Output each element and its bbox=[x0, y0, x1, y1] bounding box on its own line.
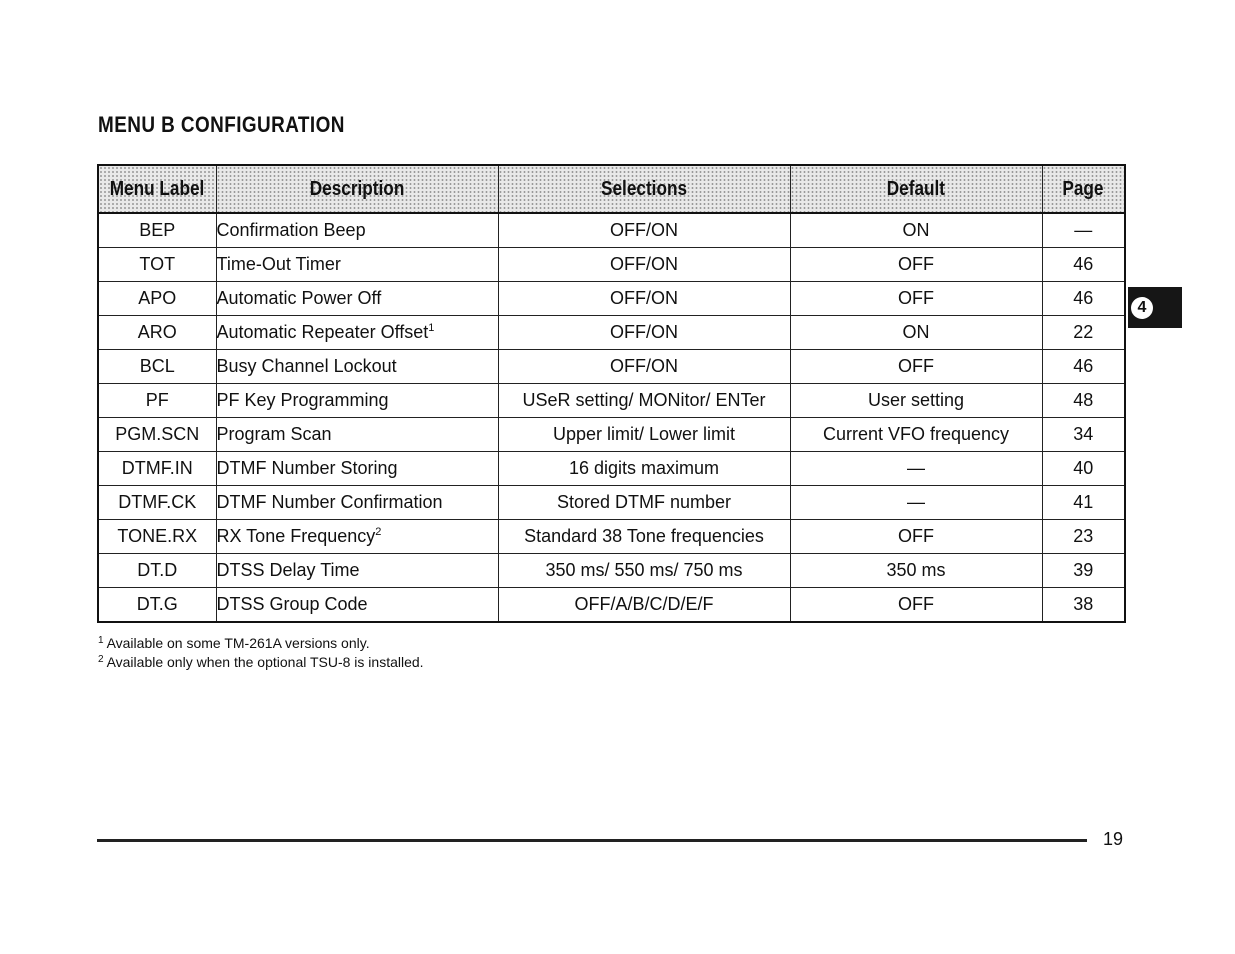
cell-default: — bbox=[790, 486, 1042, 520]
cell-menu-label: DTMF.IN bbox=[98, 452, 216, 486]
cell-description: Automatic Power Off bbox=[216, 282, 498, 316]
cell-selections: USeR setting/ MONitor/ ENTer bbox=[498, 384, 790, 418]
cell-description: Busy Channel Lockout bbox=[216, 350, 498, 384]
cell-selections: OFF/ON bbox=[498, 248, 790, 282]
cell-default: OFF bbox=[790, 588, 1042, 623]
cell-description: RX Tone Frequency$^2$ bbox=[216, 520, 498, 554]
cell-description: DTMF Number Storing bbox=[216, 452, 498, 486]
table-row bbox=[98, 588, 1125, 623]
chapter-tab bbox=[1128, 287, 1182, 328]
cell-description: Confirmation Beep bbox=[216, 213, 498, 248]
header-default: Default bbox=[790, 165, 1042, 213]
footnotes bbox=[98, 634, 424, 672]
cell-page: 38 bbox=[1042, 588, 1125, 623]
table-row bbox=[98, 418, 1125, 452]
cell-selections: Standard 38 Tone frequencies bbox=[498, 520, 790, 554]
table-row bbox=[98, 213, 1125, 248]
table-row bbox=[98, 554, 1125, 588]
cell-default: OFF bbox=[790, 248, 1042, 282]
page-number: 19 bbox=[1103, 829, 1124, 849]
cell-page: 46 bbox=[1042, 248, 1125, 282]
cell-menu-label: DT.G bbox=[98, 588, 216, 623]
cell-selections: OFF/ON bbox=[498, 350, 790, 384]
cell-page: 48 bbox=[1042, 384, 1125, 418]
cell-selections: OFF/ON bbox=[498, 282, 790, 316]
cell-menu-label: BCL bbox=[98, 350, 216, 384]
cell-menu-label: APO bbox=[98, 282, 216, 316]
cell-page: 23 bbox=[1042, 520, 1125, 554]
cell-default: OFF bbox=[790, 282, 1042, 316]
header-page: Page bbox=[1042, 165, 1125, 213]
table-header-row bbox=[98, 165, 1125, 213]
page-title: MENU B CONFIGURATION bbox=[98, 112, 345, 137]
header-description: Description bbox=[216, 165, 498, 213]
cell-description: PF Key Programming bbox=[216, 384, 498, 418]
table-row bbox=[98, 316, 1125, 350]
cell-default: Current VFO frequency bbox=[790, 418, 1042, 452]
cell-page: 34 bbox=[1042, 418, 1125, 452]
cell-menu-label: TONE.RX bbox=[98, 520, 216, 554]
cell-menu-label: TOT bbox=[98, 248, 216, 282]
cell-page: — bbox=[1042, 213, 1125, 248]
cell-selections: OFF/ON bbox=[498, 213, 790, 248]
footnote: $^2$ Available only when the optional TSU-8 is installed. bbox=[98, 654, 424, 670]
table-row bbox=[98, 350, 1125, 384]
cell-menu-label: DTMF.CK bbox=[98, 486, 216, 520]
table-row bbox=[98, 384, 1125, 418]
cell-selections: OFF/A/B/C/D/E/F bbox=[498, 588, 790, 623]
footnote-mark: 1 bbox=[428, 322, 435, 334]
cell-menu-label: DT.D bbox=[98, 554, 216, 588]
chapter-number-circle-icon: 4 bbox=[1131, 297, 1153, 319]
table-row bbox=[98, 486, 1125, 520]
table-body bbox=[98, 213, 1125, 622]
header-selections: Selections bbox=[498, 165, 790, 213]
cell-menu-label: BEP bbox=[98, 213, 216, 248]
cell-default: ON bbox=[790, 213, 1042, 248]
cell-selections: Upper limit/ Lower limit bbox=[498, 418, 790, 452]
table-row bbox=[98, 520, 1125, 554]
cell-menu-label: PGM.SCN bbox=[98, 418, 216, 452]
menu-b-configuration-table bbox=[97, 164, 1126, 623]
cell-selections: 350 ms/ 550 ms/ 750 ms bbox=[498, 554, 790, 588]
cell-selections: Stored DTMF number bbox=[498, 486, 790, 520]
cell-page: 46 bbox=[1042, 350, 1125, 384]
cell-menu-label: ARO bbox=[98, 316, 216, 350]
cell-selections: 16 digits maximum bbox=[498, 452, 790, 486]
cell-description: Automatic Repeater Offset$^1$ bbox=[216, 316, 498, 350]
cell-default: 350 ms bbox=[790, 554, 1042, 588]
cell-default: ON bbox=[790, 316, 1042, 350]
footnote: $^1$ Available on some TM-261A versions only. bbox=[98, 635, 370, 651]
cell-description: Program Scan bbox=[216, 418, 498, 452]
footer-rule bbox=[97, 839, 1087, 842]
table-row bbox=[98, 282, 1125, 316]
cell-description: DTSS Group Code bbox=[216, 588, 498, 623]
cell-page: 39 bbox=[1042, 554, 1125, 588]
cell-description: Time-Out Timer bbox=[216, 248, 498, 282]
cell-page: 46 bbox=[1042, 282, 1125, 316]
table-row bbox=[98, 248, 1125, 282]
cell-default: User setting bbox=[790, 384, 1042, 418]
footnote-mark: 2 bbox=[375, 526, 382, 538]
cell-menu-label: PF bbox=[98, 384, 216, 418]
header-menu-label: Menu Label bbox=[98, 165, 216, 213]
table-row bbox=[98, 452, 1125, 486]
cell-selections: OFF/ON bbox=[498, 316, 790, 350]
cell-page: 22 bbox=[1042, 316, 1125, 350]
cell-page: 41 bbox=[1042, 486, 1125, 520]
cell-default: — bbox=[790, 452, 1042, 486]
cell-default: OFF bbox=[790, 520, 1042, 554]
cell-description: DTSS Delay Time bbox=[216, 554, 498, 588]
cell-default: OFF bbox=[790, 350, 1042, 384]
cell-description: DTMF Number Confirmation bbox=[216, 486, 498, 520]
cell-page: 40 bbox=[1042, 452, 1125, 486]
